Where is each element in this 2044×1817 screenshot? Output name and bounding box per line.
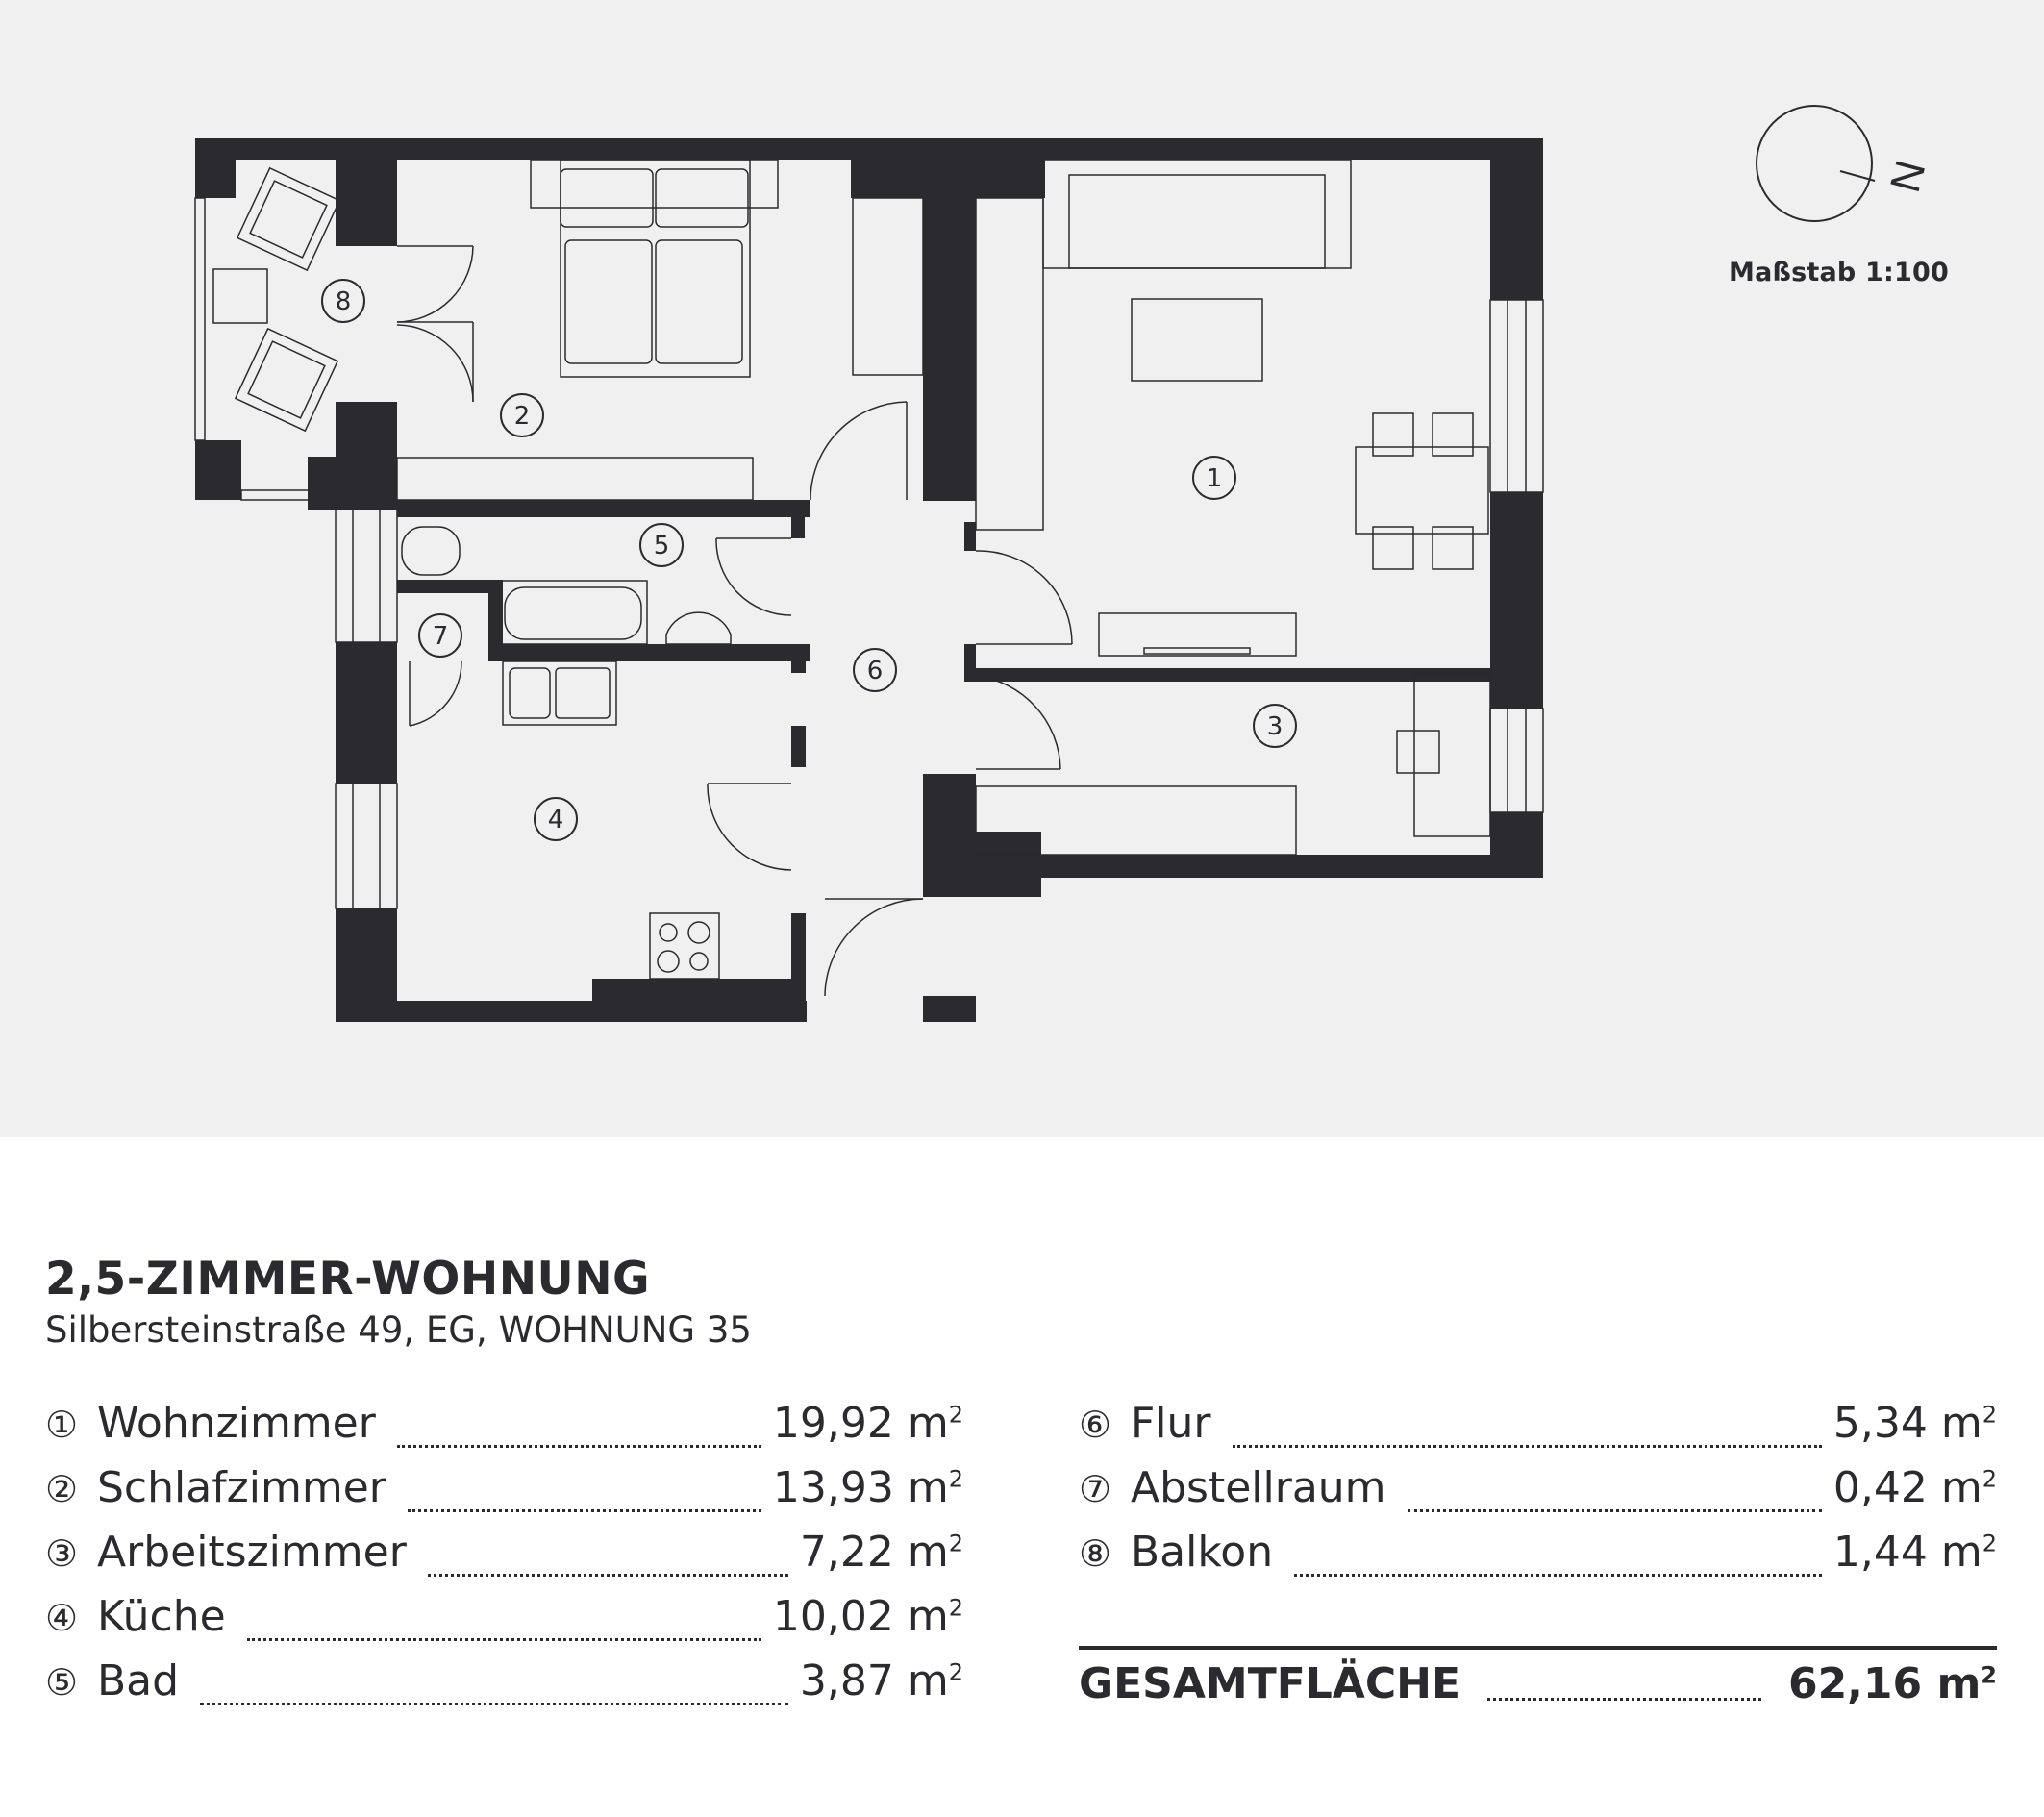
room-marker-5	[640, 524, 683, 566]
room-number: ①	[45, 1404, 79, 1446]
room-area-value: 0,42 m	[1832, 1463, 1982, 1512]
windows	[195, 198, 1543, 908]
room-area	[773, 1592, 963, 1641]
total-label: GESAMTFLÄCHE	[1079, 1659, 1461, 1708]
compass	[1757, 106, 1935, 221]
room-list-left	[45, 1399, 963, 1721]
unit-superscript: 2	[948, 1465, 963, 1493]
room-marker-number: 7	[432, 622, 449, 651]
room-area	[1833, 1463, 1997, 1512]
room-name: Küche	[97, 1592, 226, 1641]
room-markers	[322, 280, 1296, 840]
room-row	[45, 1528, 963, 1592]
room-marker-number: 2	[513, 402, 531, 431]
unit-superscript: 2	[948, 1594, 963, 1622]
total-divider	[1079, 1646, 1997, 1650]
unit-superscript: 2	[948, 1658, 963, 1686]
room-marker-number: 5	[653, 532, 670, 560]
room-number: ⑤	[45, 1661, 79, 1704]
leader-dots	[397, 1435, 761, 1448]
room-marker-2	[501, 394, 543, 436]
room-number: ②	[45, 1468, 79, 1510]
unit-superscript: 2	[1982, 1401, 1997, 1429]
total-value	[1788, 1659, 1997, 1708]
room-number: ④	[45, 1597, 79, 1639]
room-area-value: 5,34 m	[1832, 1399, 1982, 1448]
apartment-title: 2,5-ZIMMER-WOHNUNG	[45, 1253, 651, 1306]
unit-superscript: 2	[1982, 1530, 1997, 1557]
room-number: ⑦	[1079, 1468, 1112, 1510]
compass-icon	[1757, 106, 1872, 221]
room-area	[1833, 1399, 1997, 1448]
room-name: Flur	[1131, 1399, 1211, 1448]
room-marker-4	[535, 798, 577, 840]
unit-superscript: 2	[948, 1401, 963, 1429]
room-area	[773, 1463, 963, 1512]
room-marker-number: 1	[1206, 464, 1223, 493]
total-value-number: 62,16 m	[1787, 1659, 1982, 1708]
room-area-value: 3,87 m	[799, 1656, 949, 1705]
apartment-address: Silbersteinstraße 49, EG, WOHNUNG 35	[45, 1309, 752, 1351]
room-number: ③	[45, 1532, 79, 1575]
room-area-value: 10,02 m	[772, 1592, 949, 1641]
room-marker-7	[419, 614, 461, 657]
leader-dots	[1487, 1688, 1761, 1701]
compass-north-letter: N	[1881, 155, 1935, 198]
leader-dots	[428, 1564, 788, 1577]
room-marker-number: 3	[1266, 712, 1284, 741]
room-name: Arbeitszimmer	[97, 1528, 407, 1577]
room-row	[1079, 1528, 1997, 1592]
room-row	[45, 1399, 963, 1463]
room-marker-6	[854, 649, 896, 691]
room-marker-8	[322, 280, 364, 322]
room-number: ⑥	[1079, 1404, 1112, 1446]
room-number: ⑧	[1079, 1532, 1112, 1575]
scale-label: Maßstab 1:100	[1729, 258, 1949, 287]
room-area-value: 1,44 m	[1832, 1528, 1982, 1577]
leader-dots	[200, 1693, 788, 1705]
room-marker-1	[1193, 457, 1235, 499]
room-row	[45, 1656, 963, 1721]
room-row	[1079, 1463, 1997, 1528]
room-row	[45, 1463, 963, 1528]
leader-dots	[1294, 1564, 1822, 1577]
room-area-value: 19,92 m	[772, 1399, 949, 1448]
room-marker-3	[1254, 705, 1296, 747]
unit-superscript: 2	[948, 1530, 963, 1557]
total-area-row	[1079, 1659, 1997, 1708]
room-name: Wohnzimmer	[97, 1399, 376, 1448]
leader-dots	[1408, 1500, 1822, 1512]
room-name: Abstellraum	[1131, 1463, 1386, 1512]
room-area-value: 7,22 m	[799, 1528, 949, 1577]
leader-dots	[408, 1500, 761, 1512]
room-row	[1079, 1399, 1997, 1463]
room-name: Balkon	[1131, 1528, 1274, 1577]
room-name: Bad	[97, 1656, 180, 1705]
unit-superscript: 2	[1981, 1661, 1997, 1689]
unit-superscript: 2	[1982, 1465, 1997, 1493]
room-name: Schlafzimmer	[97, 1463, 386, 1512]
room-area	[1833, 1528, 1997, 1577]
room-list-right	[1079, 1399, 1997, 1592]
room-marker-number: 8	[335, 287, 352, 316]
room-area-value: 13,93 m	[772, 1463, 949, 1512]
room-area	[773, 1399, 963, 1448]
room-marker-number: 4	[547, 806, 564, 834]
room-area	[800, 1528, 963, 1577]
room-row	[45, 1592, 963, 1656]
room-area	[800, 1656, 963, 1705]
leader-dots	[1233, 1435, 1822, 1448]
room-marker-number: 6	[866, 657, 884, 685]
leader-dots	[247, 1629, 761, 1641]
